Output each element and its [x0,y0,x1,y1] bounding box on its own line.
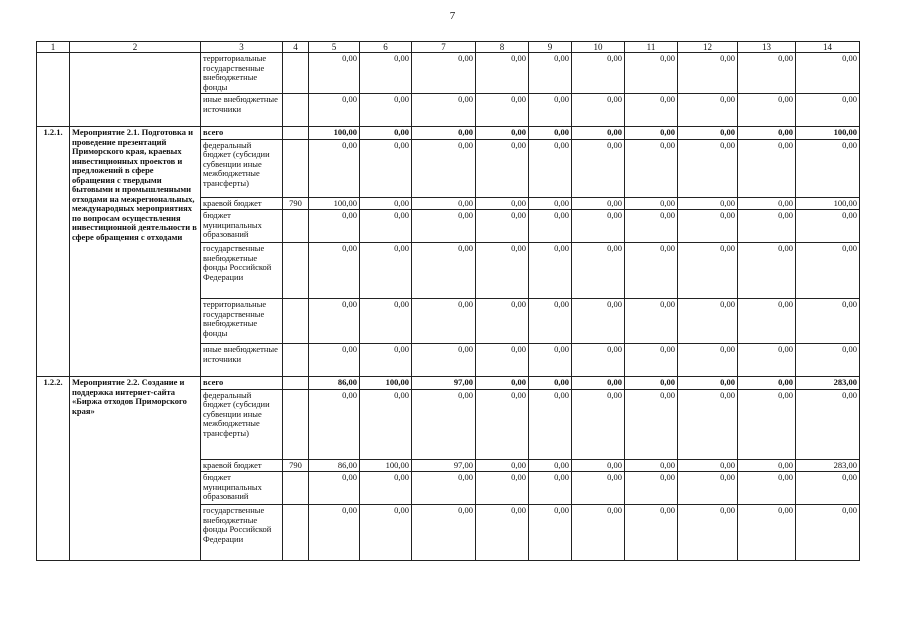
value-cell: 0,00 [796,299,860,344]
header-cell: 13 [738,42,796,53]
value-cell: 0,00 [678,53,738,94]
row-code: 1.2.2. [37,377,70,561]
budget-code [283,210,309,243]
value-cell: 0,00 [309,53,360,94]
value-cell: 0,00 [476,243,529,299]
row-code: 1.2.1. [37,127,70,377]
value-cell: 283,00 [796,377,860,390]
value-cell: 0,00 [625,53,678,94]
value-cell: 0,00 [796,243,860,299]
value-cell: 0,00 [529,197,572,210]
budget-code [283,139,309,197]
value-cell: 0,00 [412,299,476,344]
value-cell: 0,00 [572,377,625,390]
value-cell: 0,00 [625,139,678,197]
value-cell: 0,00 [309,299,360,344]
budget-code [283,94,309,127]
value-cell: 0,00 [529,139,572,197]
value-cell: 86,00 [309,459,360,472]
budget-code [283,299,309,344]
value-cell: 0,00 [360,505,412,561]
value-cell: 0,00 [572,243,625,299]
funding-source: иные внебюджетные источники [201,94,283,127]
value-cell: 0,00 [678,459,738,472]
value-cell: 0,00 [360,94,412,127]
value-cell: 0,00 [796,472,860,505]
table-row [37,377,860,390]
value-cell: 0,00 [412,243,476,299]
value-cell: 0,00 [738,53,796,94]
value-cell: 0,00 [738,243,796,299]
value-cell: 0,00 [360,197,412,210]
table-row [37,127,860,140]
value-cell: 0,00 [796,94,860,127]
value-cell: 0,00 [529,344,572,377]
value-cell: 100,00 [309,197,360,210]
funding-source: краевой бюджет [201,459,283,472]
budget-code [283,389,309,459]
value-cell: 0,00 [360,243,412,299]
table-row [37,53,860,94]
value-cell: 0,00 [678,127,738,140]
row-title: Мероприятие 2.2. Создание и поддержка интернет-сайта «Биржа отходов Приморского края» [70,377,201,561]
header-cell: 7 [412,42,476,53]
value-cell: 0,00 [412,472,476,505]
value-cell: 0,00 [678,389,738,459]
value-cell: 0,00 [412,53,476,94]
value-cell: 0,00 [796,210,860,243]
row-code [37,53,70,127]
value-cell: 0,00 [529,243,572,299]
value-cell: 0,00 [625,243,678,299]
value-cell: 0,00 [360,210,412,243]
value-cell: 0,00 [309,243,360,299]
value-cell: 0,00 [572,139,625,197]
value-cell: 0,00 [572,389,625,459]
value-cell: 0,00 [309,389,360,459]
value-cell: 0,00 [529,505,572,561]
value-cell: 0,00 [738,344,796,377]
value-cell: 97,00 [412,459,476,472]
value-cell: 0,00 [309,505,360,561]
value-cell: 0,00 [678,197,738,210]
budget-table [36,41,860,561]
value-cell: 0,00 [476,299,529,344]
value-cell: 0,00 [529,459,572,472]
value-cell: 0,00 [678,344,738,377]
funding-source: государственные внебюджетные фонды Российской Федерации [201,505,283,561]
value-cell: 0,00 [529,389,572,459]
value-cell: 100,00 [796,127,860,140]
value-cell: 0,00 [738,127,796,140]
value-cell: 97,00 [412,377,476,390]
value-cell: 0,00 [738,197,796,210]
value-cell: 0,00 [625,472,678,505]
value-cell: 0,00 [476,127,529,140]
page-number: 7 [449,10,456,22]
value-cell: 0,00 [309,94,360,127]
value-cell: 0,00 [678,210,738,243]
value-cell: 0,00 [476,139,529,197]
value-cell: 0,00 [678,472,738,505]
funding-source: федеральный бюджет (субсидии субвенции иные межбюджетные трансферты) [201,389,283,459]
value-cell: 0,00 [678,299,738,344]
value-cell: 0,00 [360,389,412,459]
value-cell: 0,00 [738,94,796,127]
value-cell: 0,00 [412,139,476,197]
header-cell: 5 [309,42,360,53]
value-cell: 0,00 [309,210,360,243]
value-cell: 0,00 [625,94,678,127]
value-cell: 0,00 [476,505,529,561]
value-cell: 0,00 [738,472,796,505]
value-cell: 0,00 [476,344,529,377]
funding-source: бюджет муниципальных образований [201,210,283,243]
value-cell: 0,00 [678,243,738,299]
funding-source: государственные внебюджетные фонды Российской Федерации [201,243,283,299]
budget-code [283,53,309,94]
value-cell: 0,00 [572,94,625,127]
value-cell: 0,00 [572,127,625,140]
row-title [70,53,201,127]
value-cell: 0,00 [796,505,860,561]
value-cell: 0,00 [529,377,572,390]
value-cell: 0,00 [529,299,572,344]
header-cell: 12 [678,42,738,53]
value-cell: 0,00 [309,139,360,197]
funding-source: территориальные государственные внебюджетные фонды [201,53,283,94]
value-cell: 0,00 [738,505,796,561]
value-cell: 100,00 [796,197,860,210]
budget-code [283,243,309,299]
budget-code: 790 [283,459,309,472]
value-cell: 0,00 [309,472,360,505]
value-cell: 0,00 [625,505,678,561]
funding-source: бюджет муниципальных образований [201,472,283,505]
value-cell: 0,00 [625,299,678,344]
value-cell: 0,00 [360,299,412,344]
value-cell: 0,00 [529,127,572,140]
value-cell: 0,00 [476,377,529,390]
header-cell: 6 [360,42,412,53]
value-cell: 0,00 [476,210,529,243]
funding-source: иные внебюджетные источники [201,344,283,377]
header-cell: 11 [625,42,678,53]
value-cell: 100,00 [360,459,412,472]
value-cell: 0,00 [678,139,738,197]
value-cell: 0,00 [360,472,412,505]
value-cell: 0,00 [572,197,625,210]
value-cell: 0,00 [360,53,412,94]
value-cell: 0,00 [625,197,678,210]
budget-code [283,344,309,377]
value-cell: 0,00 [309,344,360,377]
funding-source: всего [201,127,283,140]
value-cell: 0,00 [476,94,529,127]
header-cell: 3 [201,42,283,53]
value-cell: 0,00 [476,459,529,472]
funding-source: территориальные государственные внебюджетные фонды [201,299,283,344]
value-cell: 0,00 [738,139,796,197]
value-cell: 0,00 [572,505,625,561]
value-cell: 0,00 [678,377,738,390]
value-cell: 0,00 [529,210,572,243]
header-cell: 1 [37,42,70,53]
value-cell: 0,00 [572,299,625,344]
value-cell: 0,00 [476,53,529,94]
value-cell: 0,00 [476,389,529,459]
header-cell: 2 [70,42,201,53]
funding-source: краевой бюджет [201,197,283,210]
value-cell: 0,00 [678,94,738,127]
budget-code [283,505,309,561]
value-cell: 0,00 [738,210,796,243]
funding-source: федеральный бюджет (субсидии субвенции иные межбюджетные трансферты) [201,139,283,197]
value-cell: 0,00 [529,94,572,127]
value-cell: 0,00 [572,210,625,243]
value-cell: 0,00 [572,472,625,505]
value-cell: 0,00 [625,459,678,472]
value-cell: 0,00 [529,472,572,505]
header-cell: 14 [796,42,860,53]
value-cell: 0,00 [412,197,476,210]
value-cell: 0,00 [625,377,678,390]
value-cell: 0,00 [796,344,860,377]
value-cell: 0,00 [572,344,625,377]
value-cell: 0,00 [625,127,678,140]
header-cell: 9 [529,42,572,53]
value-cell: 0,00 [572,459,625,472]
value-cell: 0,00 [412,94,476,127]
value-cell: 0,00 [412,127,476,140]
budget-code [283,127,309,140]
value-cell: 0,00 [796,53,860,94]
value-cell: 0,00 [738,389,796,459]
value-cell: 0,00 [625,344,678,377]
value-cell: 0,00 [738,299,796,344]
budget-code [283,472,309,505]
value-cell: 0,00 [360,344,412,377]
value-cell: 100,00 [360,377,412,390]
value-cell: 0,00 [412,344,476,377]
funding-source: всего [201,377,283,390]
value-cell: 0,00 [572,53,625,94]
value-cell: 100,00 [309,127,360,140]
value-cell: 0,00 [412,505,476,561]
header-cell: 10 [572,42,625,53]
value-cell: 0,00 [625,210,678,243]
header-cell: 8 [476,42,529,53]
value-cell: 0,00 [476,472,529,505]
value-cell: 0,00 [738,377,796,390]
value-cell: 0,00 [476,197,529,210]
value-cell: 86,00 [309,377,360,390]
value-cell: 0,00 [412,210,476,243]
row-title: Мероприятие 2.1. Подготовка и проведение презентаций Приморского края, краевых инвестиционных проектов и предложений в сфере обращения с твердыми бытовыми и промышленными отходами на межрегиональных, международных мероприятиях по вопросам осуществления инвестиционной деятельности в сфере обращения с отходами [70,127,201,377]
value-cell: 0,00 [796,139,860,197]
header-cell: 4 [283,42,309,53]
value-cell: 0,00 [625,389,678,459]
value-cell: 0,00 [412,389,476,459]
value-cell: 0,00 [796,389,860,459]
value-cell: 0,00 [738,459,796,472]
value-cell: 0,00 [678,505,738,561]
budget-code: 790 [283,197,309,210]
value-cell: 0,00 [360,139,412,197]
header-row [37,42,860,53]
value-cell: 0,00 [360,127,412,140]
value-cell: 283,00 [796,459,860,472]
value-cell: 0,00 [529,53,572,94]
budget-code [283,377,309,390]
